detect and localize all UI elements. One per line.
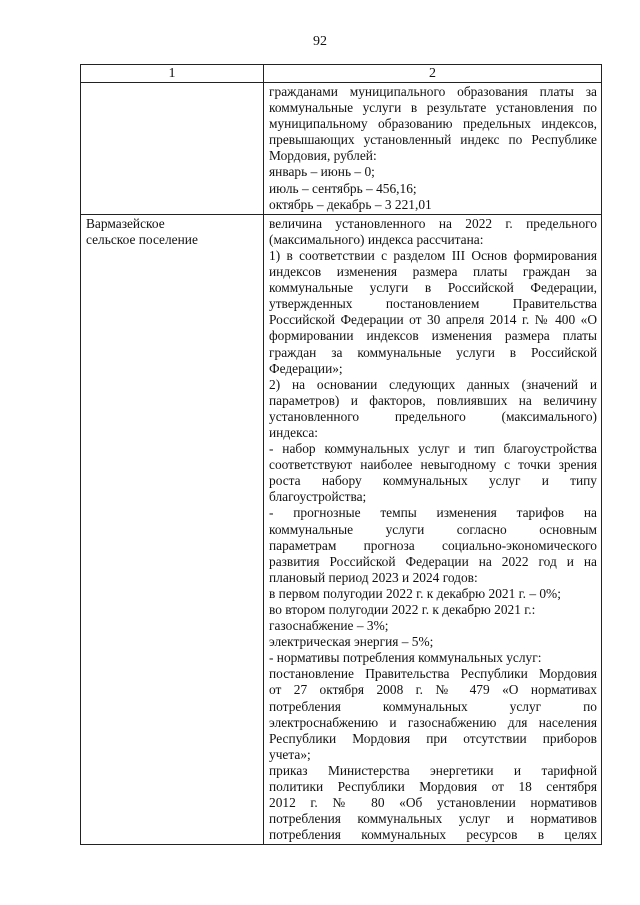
text-line: соответствуют наиболее невыгодному с точки зрения xyxy=(269,457,597,473)
text-line: Федерации»; xyxy=(269,360,343,376)
text-line: октябрь – декабрь – 3 221,01 xyxy=(269,196,432,212)
text-line: Республики Мордовия при отсутствии приборов xyxy=(269,730,597,746)
text-line: параметров) и факторов, повлиявших на величину xyxy=(269,392,597,408)
text-line: газоснабжение – 3%; xyxy=(269,618,389,634)
text-line: электроснабжению и газоснабжению для населения xyxy=(269,714,597,730)
text-line: параметрам прогноза социально-экономического xyxy=(269,537,597,553)
data-table xyxy=(80,64,602,845)
column-header-2: 2 xyxy=(264,65,602,83)
table-row xyxy=(81,214,602,845)
text-line: учета»; xyxy=(269,746,311,762)
municipality-name-line: Вармазейское xyxy=(86,215,165,231)
municipality-name-line: сельское поселение xyxy=(86,231,198,247)
text-line: величина установленного на 2022 г. предельного xyxy=(269,215,597,231)
text-line: потребления коммунальных услуг и нормативов xyxy=(269,811,597,827)
text-line: (максимального) индекса рассчитана: xyxy=(269,231,484,247)
text-line: индексов изменения размера платы граждан за xyxy=(269,264,597,280)
table-header-row xyxy=(81,65,602,83)
text-line: благоустройства; xyxy=(269,489,367,505)
text-line: июль – сентябрь – 456,16; xyxy=(269,180,417,196)
text-line: в первом полугодии 2022 г. к декабрю 2021 г. – 0%; xyxy=(269,585,561,601)
page-number: 92 xyxy=(313,34,327,49)
text-line: формировании индексов изменения размера платы xyxy=(269,328,597,344)
text-line: Российской Федерации от 30 апреля 2014 г. № 400 «О xyxy=(269,312,597,328)
text-line: плановый период 2023 и 2024 годов: xyxy=(269,569,478,585)
table-row xyxy=(81,83,602,215)
column-header-1: 1 xyxy=(81,65,264,83)
text-line: январь – июнь – 0; xyxy=(269,164,375,180)
text-line: коммунальные услуги в Российской Федерации, xyxy=(269,280,597,296)
text-line: индекса: xyxy=(269,424,319,440)
text-line: потребления коммунальных ресурсов в целях xyxy=(269,827,597,843)
text-line: гражданами муниципального образования платы за xyxy=(269,84,597,99)
text-line: - набор коммунальных услуг и тип благоустройства xyxy=(269,441,597,457)
text-line: граждан за коммунальные услуги в Российской xyxy=(269,344,597,360)
text-line: потребления коммунальных услуг по xyxy=(269,698,597,714)
text-line: электрическая энергия – 5%; xyxy=(269,634,434,650)
text-line: - нормативы потребления коммунальных услуг: xyxy=(269,650,542,666)
text-line: коммунальные услуги согласно основным xyxy=(269,521,597,537)
text-line: роста набору коммунальных услуг и типу xyxy=(269,473,597,489)
text-line: 2) на основании следующих данных (значений и xyxy=(269,376,597,392)
description-cell xyxy=(264,214,602,845)
text-line: превышающих установленный индекс по Республике xyxy=(269,132,597,148)
description-cell xyxy=(264,83,602,215)
text-line: утвержденных постановлением Правительства xyxy=(269,296,597,312)
text-line: развития Российской Федерации на 2022 год и на xyxy=(269,553,597,569)
text-line: приказ Министерства энергетики и тарифной xyxy=(269,762,597,778)
text-line: установленного предельного (максимального) xyxy=(269,408,597,424)
text-line: 2012 г. № 80 «Об установлении нормативов xyxy=(269,795,597,811)
text-line: коммунальные услуги в результате установления по xyxy=(269,100,597,116)
text-line: во втором полугодии 2022 г. к декабрю 2021 г.: xyxy=(269,602,536,617)
text-line: Мордовия, рублей: xyxy=(269,148,377,164)
municipality-cell xyxy=(81,83,264,215)
text-line: от 27 октября 2008 г. № 479 «О нормативах xyxy=(269,682,597,698)
text-line: постановление Правительства Республики Мордовия xyxy=(269,666,597,682)
text-line: - прогнозные темпы изменения тарифов на xyxy=(269,505,597,521)
text-line: муниципальному образованию предельных индексов, xyxy=(269,116,597,132)
text-line: политики Республики Мордовия от 18 сентября xyxy=(269,779,597,795)
municipality-cell xyxy=(81,214,264,845)
text-line: 1) в соответствии с разделом III Основ формирования xyxy=(269,247,597,263)
